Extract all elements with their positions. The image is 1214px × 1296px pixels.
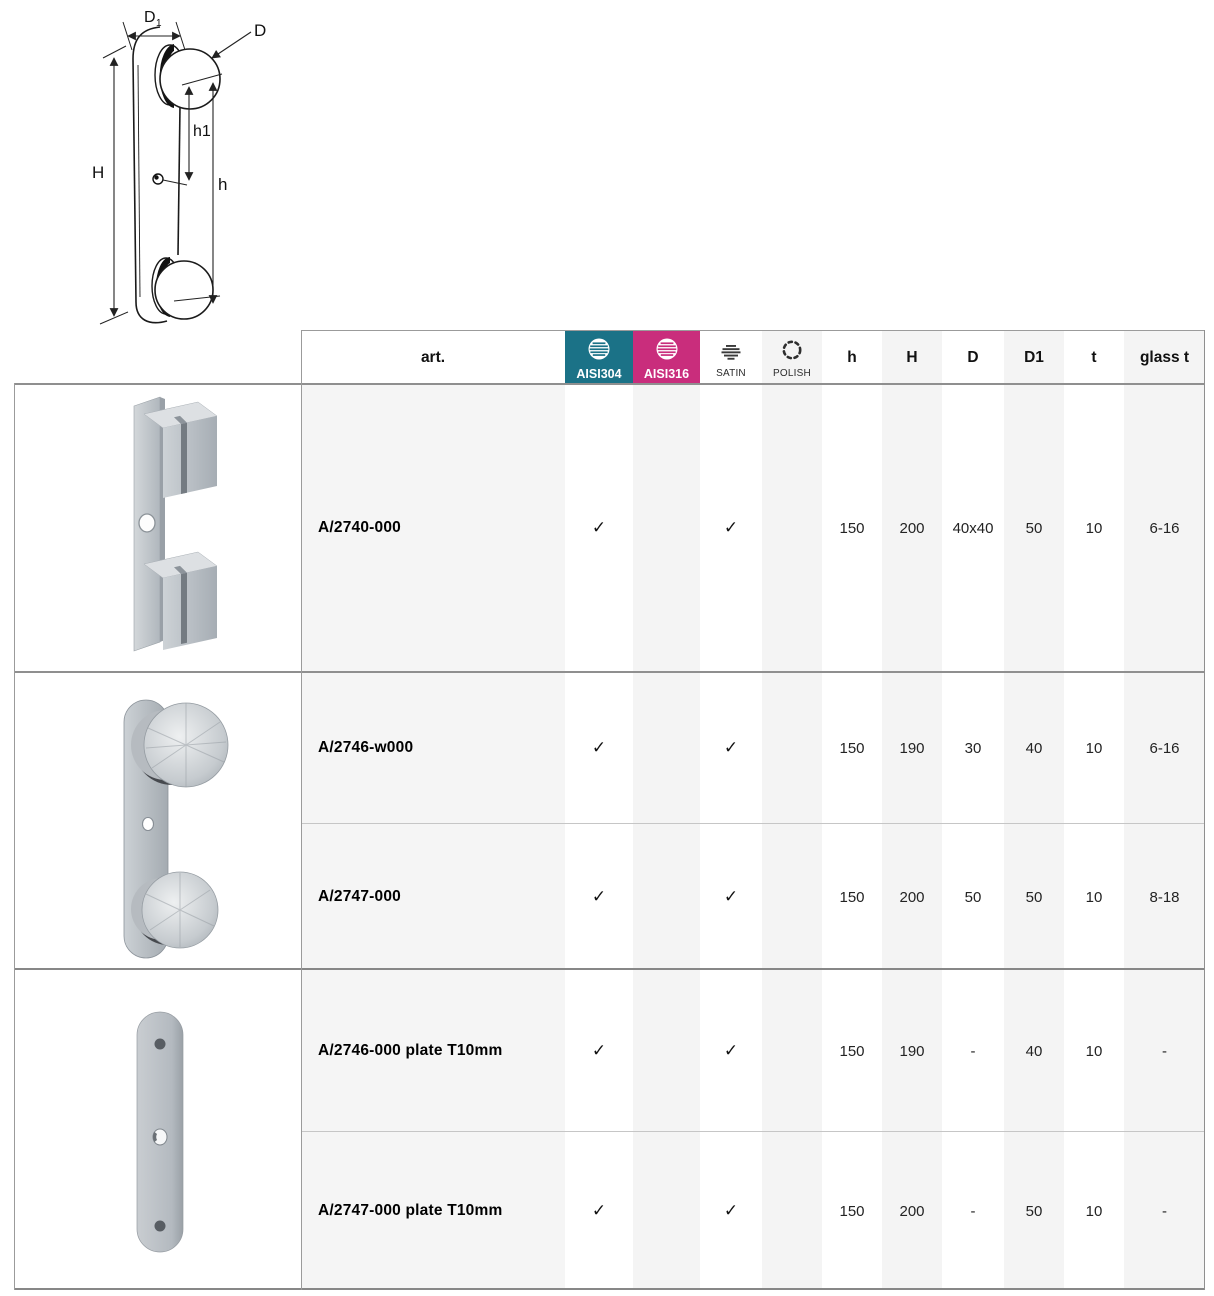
cell-polish [762, 824, 822, 970]
col-header-satin [700, 331, 762, 384]
cell-D1: 40 [1004, 672, 1064, 824]
cell-aisi304: ✓ [565, 384, 633, 672]
table-rule [14, 1288, 1205, 1290]
cell-h: 150 [822, 1132, 882, 1290]
finish-label: AISI304 [576, 367, 622, 381]
diagram-label-H: H [92, 163, 105, 182]
cell-t: 10 [1064, 970, 1124, 1132]
table-row [301, 1132, 1205, 1290]
cell-t: 10 [1064, 1132, 1124, 1290]
cell-H: 200 [882, 824, 942, 970]
dimension-diagram [70, 2, 320, 330]
cell-h: 150 [822, 384, 882, 672]
cell-art: A/2747-000 [301, 824, 565, 970]
cell-aisi304: ✓ [565, 672, 633, 824]
col-header-art: art. [301, 331, 565, 384]
product-photo-cell [14, 672, 301, 970]
diagram-label-d1-sub: 1 [156, 18, 162, 29]
table-row [301, 824, 1205, 970]
col-header-aisi304 [565, 331, 633, 384]
cell-D: 30 [942, 672, 1004, 824]
cell-H: 190 [882, 672, 942, 824]
col-header-polish [762, 331, 822, 384]
oval-plate-image [133, 1010, 190, 1260]
cell-polish [762, 1132, 822, 1290]
cell-h: 150 [822, 824, 882, 970]
col-header-t: t [1064, 331, 1124, 384]
diagram-label-h: h [218, 175, 228, 194]
cell-art: A/2740-000 [301, 384, 565, 672]
cell-glasst: 6-16 [1124, 672, 1205, 824]
cell-art: A/2747-000 plate T10mm [301, 1132, 565, 1290]
cell-aisi304: ✓ [565, 1132, 633, 1290]
col-header-aisi316 [633, 331, 700, 384]
cell-D: - [942, 1132, 1004, 1290]
table-rule [1204, 330, 1206, 1290]
dashed-circle-icon [780, 339, 804, 366]
table-rule [14, 671, 1205, 673]
col-header-glasst: glass t [1124, 331, 1205, 384]
cell-aisi304: ✓ [565, 970, 633, 1132]
cell-H: 200 [882, 384, 942, 672]
table-rule [14, 968, 1205, 970]
cell-t: 10 [1064, 672, 1124, 824]
diagram-label-d: D [254, 21, 267, 40]
table-rule [301, 330, 1205, 331]
cell-polish [762, 672, 822, 824]
cell-aisi316 [633, 384, 700, 672]
satin-lines-icon [719, 343, 743, 366]
cell-H: 200 [882, 1132, 942, 1290]
product-photo-cell [14, 970, 301, 1290]
cell-art: A/2746-000 plate T10mm [301, 970, 565, 1132]
cell-satin: ✓ [700, 384, 762, 672]
cell-satin: ✓ [700, 824, 762, 970]
cell-h: 150 [822, 970, 882, 1132]
cell-D: 50 [942, 824, 1004, 970]
cell-D: - [942, 970, 1004, 1132]
cell-aisi316 [633, 1132, 700, 1290]
table-rule [14, 383, 15, 1290]
cell-polish [762, 384, 822, 672]
cell-satin: ✓ [700, 672, 762, 824]
col-header-D1: D1 [1004, 331, 1064, 384]
table-row [301, 672, 1205, 824]
col-header-H: H [882, 331, 942, 384]
round-disc-fitting-image [122, 698, 230, 968]
cell-D1: 50 [1004, 1132, 1064, 1290]
cell-H: 190 [882, 970, 942, 1132]
cell-polish [762, 970, 822, 1132]
square-corner-fitting-image [114, 392, 224, 667]
cell-D1: 50 [1004, 824, 1064, 970]
cell-t: 10 [1064, 824, 1124, 970]
table-rule [14, 383, 1205, 385]
col-header-D: D [942, 331, 1004, 384]
finish-label: POLISH [773, 368, 811, 379]
cell-h: 150 [822, 672, 882, 824]
diagram-label-h1: h1 [193, 123, 211, 140]
cell-art: A/2746-w000 [301, 672, 565, 824]
finish-label: AISI316 [643, 367, 690, 381]
cell-satin: ✓ [700, 970, 762, 1132]
cell-aisi304: ✓ [565, 824, 633, 970]
table-rule [301, 330, 302, 1290]
cell-glasst: 6-16 [1124, 384, 1205, 672]
steel-ball-icon [587, 337, 611, 366]
cell-D1: 50 [1004, 384, 1064, 672]
table-rule [301, 1131, 1205, 1132]
cell-glasst: - [1124, 970, 1205, 1132]
table-row [301, 384, 1205, 672]
cell-t: 10 [1064, 384, 1124, 672]
cell-aisi316 [633, 970, 700, 1132]
table-rule [301, 823, 1205, 824]
finish-label: SATIN [716, 368, 746, 379]
cell-D1: 40 [1004, 970, 1064, 1132]
table-row [301, 970, 1205, 1132]
diagram-label-d1: D [144, 9, 156, 26]
cell-aisi316 [633, 672, 700, 824]
col-header-h: h [822, 331, 882, 384]
product-photo-cell [14, 384, 301, 672]
cell-satin: ✓ [700, 1132, 762, 1290]
cell-glasst: - [1124, 1132, 1205, 1290]
steel-ball-icon [655, 337, 679, 366]
cell-glasst: 8-18 [1124, 824, 1205, 970]
cell-D: 40x40 [942, 384, 1004, 672]
cell-aisi316 [633, 824, 700, 970]
